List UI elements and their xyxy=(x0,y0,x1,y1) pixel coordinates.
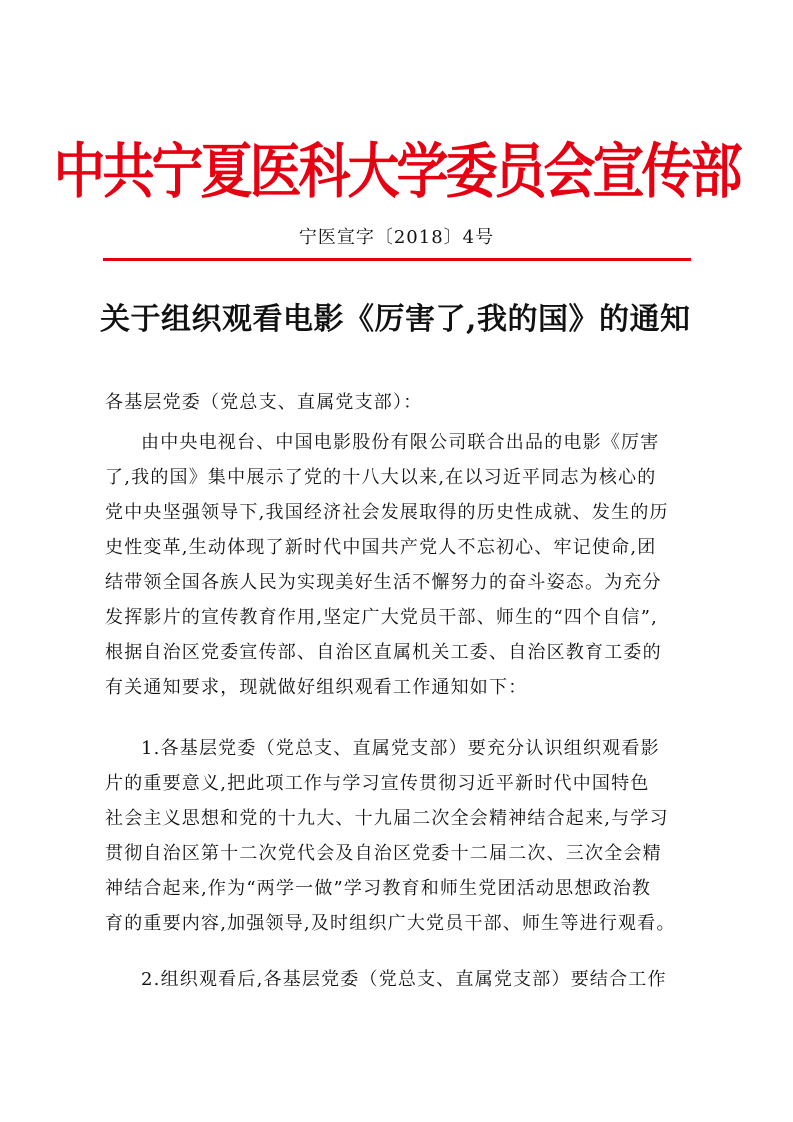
paragraph-line: 社会主义思想和党的十九大、十九届二次全会精神结合起来,与学习 xyxy=(105,808,669,829)
list-item-2 xyxy=(105,962,695,997)
paragraph-line: 由中央电视台、中国电影股份有限公司联合出品的电影《厉害 xyxy=(141,432,660,453)
paragraph-line: 2.组织观看后,各基层党委（党总支、直属党支部）要结合工作 xyxy=(141,969,667,990)
list-item-1 xyxy=(105,731,695,941)
document-number: 宁医宣字〔2018〕4号 xyxy=(298,227,495,248)
paragraph-line: 发挥影片的宣传教育作用,坚定广大党员干部、师生的“四个自信”, xyxy=(105,607,659,628)
header-organization-name: 中共宁夏医科大学委员会宣传部 xyxy=(53,138,740,207)
paragraph-line: 史性变革,生动体现了新时代中国共产党人不忘初心、牢记使命,团 xyxy=(105,537,657,558)
paragraph-line: 贯彻自治区第十二次党代会及自治区党委十二届二次、三次全会精 xyxy=(105,843,662,864)
paragraph-line: 1.各基层党委（党总支、直属党支部）要充分认识组织观看影 xyxy=(141,738,660,759)
paragraph-line: 结带领全国各族人民为实现美好生活不懈努力的奋斗姿态。为充分 xyxy=(105,572,662,593)
document-title: 关于组织观看电影《厉害了,我的国》的通知 xyxy=(100,302,691,337)
paragraph-line: 党中央坚强领导下,我国经济社会发展取得的历史性成就、发生的历 xyxy=(105,502,669,523)
header-divider-rule xyxy=(103,258,691,261)
paragraph-line: 育的重要内容,加强领导,及时组织广大党员干部、师生等进行观看。 xyxy=(105,913,676,934)
paragraph-line: 根据自治区党委宣传部、自治区直属机关工委、自治区教育工委的 xyxy=(105,642,662,663)
paragraph-line: 片的重要意义,把此项工作与学习宣传贯彻习近平新时代中国特色 xyxy=(105,773,650,794)
salutation xyxy=(105,385,695,420)
paragraph-intro xyxy=(105,425,695,705)
paragraph-line: 了,我的国》集中展示了党的十八大以来,在以习近平同志为核心的 xyxy=(105,467,657,488)
salutation-line: 各基层党委（党总支、直属党支部）： xyxy=(105,392,423,413)
paragraph-line: 有关通知要求，现就做好组织观看工作通知如下： xyxy=(105,677,528,698)
paragraph-line: 神结合起来,作为“两学一做”学习教育和师生党团活动思想政治教 xyxy=(105,878,652,899)
